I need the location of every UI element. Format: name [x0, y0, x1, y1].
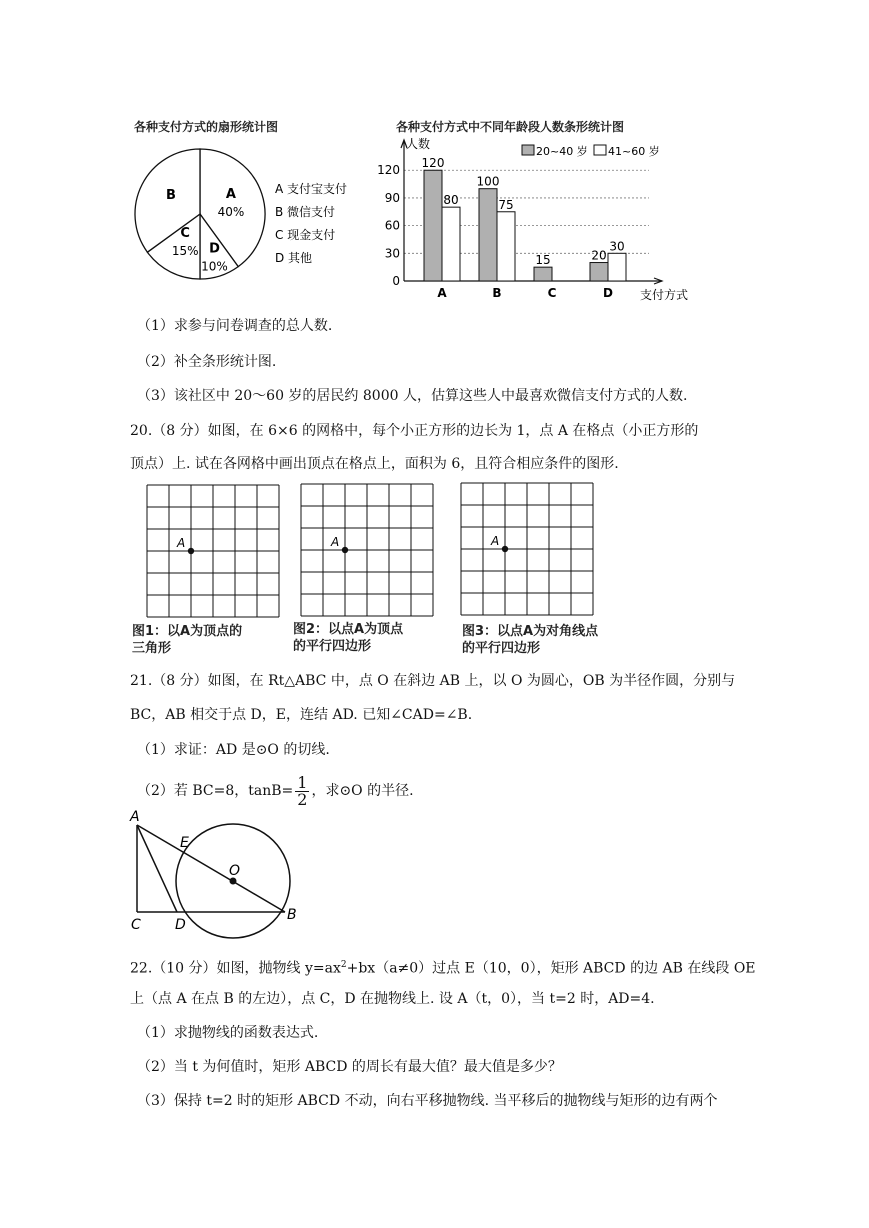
q22-line2: 上（点 A 在点 B 的左边），点 C，D 在抛物线上. 设 A（t，0），当 t=2 时，AD=4.: [130, 991, 655, 1007]
q21-line1: 21.（8 分）如图，在 Rt△ABC 中，点 O 在斜边 AB 上，以 O 为圆心，OB 为半径作圆，分别与: [130, 673, 736, 689]
pie-letter-D: D: [209, 241, 220, 257]
pie-letter-C: C: [180, 226, 190, 241]
q20-line1: 20.（8 分）如图，在 6×6 的网格中，每个小正方形的边长为 1，点 A 在格点（小正方形的: [130, 423, 699, 439]
pie-percent-A: 40%: [217, 205, 245, 219]
y-axis-label: 人数: [406, 137, 431, 151]
pie-legend-item: D 其他: [275, 251, 313, 265]
bar-value-label: 20: [591, 248, 607, 263]
segment-AB: [137, 825, 285, 912]
q22-exponent: 2: [340, 960, 347, 970]
bar-C-1: [534, 267, 552, 281]
bar-value-label: 15: [535, 253, 551, 268]
grid-point-A: [188, 548, 194, 554]
q21-part1: （1）求证：AD 是⊙O 的切线.: [137, 742, 330, 758]
bar-A-2: [442, 207, 460, 281]
q20-line2: 顶点）上. 试在各网格中画出顶点在格点上，面积为 6，且符合相应条件的图形.: [130, 456, 619, 472]
legend-label: 20~40 岁: [536, 145, 588, 158]
grid3-caption-line1: 图3：以点A为对角线点: [462, 624, 599, 639]
grid-point-A: [342, 547, 348, 553]
legend-label: 41~60 岁: [608, 145, 660, 158]
label-B: B: [287, 907, 297, 923]
pie-letter-A: A: [225, 187, 236, 202]
pie-legend-item: B 微信支付: [275, 205, 336, 219]
y-tick-label: 0: [392, 274, 400, 288]
x-tick-label: D: [603, 286, 613, 300]
grid3-caption-line2: 的平行四边形: [462, 641, 541, 656]
grid1-caption: [132, 623, 242, 657]
pie-letter-B: B: [166, 188, 176, 204]
bar-value-label: 100: [476, 174, 500, 189]
grid1-caption-line1: 图1：以A为顶点的: [132, 624, 243, 639]
q19-part2: （2）补全条形统计图.: [137, 354, 277, 370]
bar-B-1: [479, 189, 497, 281]
bar-D-1: [590, 263, 608, 281]
label-O: O: [229, 863, 241, 879]
grid-figures: [140, 478, 740, 623]
bar-B-2: [497, 212, 515, 281]
q22-part2: （2）当 t 为何值时，矩形 ABCD 的周长有最大值？最大值是多少？: [137, 1059, 562, 1075]
grid1-caption-line2: 三角形: [132, 641, 172, 656]
bar-value-label: 120: [421, 156, 445, 171]
legend-swatch: [522, 145, 534, 155]
segment-AD: [137, 825, 177, 912]
q21-part2-text: （2）若 BC=8，tanB=: [137, 783, 294, 799]
grid2-caption-line2: 的平行四边形: [293, 639, 372, 654]
y-tick-label: 120: [377, 163, 400, 178]
label-C: C: [131, 917, 141, 933]
grid2-caption-line1: 图2：以点A为顶点: [293, 622, 404, 637]
bar-chart-title: 各种支付方式中不同年龄段人数条形统计图: [396, 120, 625, 134]
grid-point-A: [502, 546, 508, 552]
q21-part2-text-end: ，求⊙O 的半径.: [311, 783, 414, 799]
pie-chart-title: 各种支付方式的扇形统计图: [134, 120, 279, 134]
q21-part2: [137, 773, 414, 809]
fraction-one-half: [295, 772, 309, 809]
x-axis-label: 支付方式: [640, 288, 689, 302]
bar-D-2: [608, 253, 626, 281]
pie-percent-D: 10%: [201, 259, 228, 274]
label-A: A: [130, 809, 140, 825]
grid3-caption: [462, 623, 598, 657]
pie-percent-C: 15%: [171, 244, 199, 258]
y-tick-label: 60: [384, 218, 400, 233]
legend-swatch: [594, 145, 606, 155]
bar-value-label: 80: [443, 193, 459, 208]
q19-part1: （1）求参与问卷调查的总人数.: [137, 318, 333, 334]
y-tick-label: 30: [384, 246, 400, 261]
bar-value-label: 30: [609, 239, 625, 254]
fraction-numerator: 1: [297, 772, 308, 792]
q19-part3: （3）该社区中 20～60 岁的居民约 8000 人，估算这些人中最喜欢微信支付方式的人数.: [137, 388, 688, 404]
pie-legend-item: C 现金支付: [275, 228, 336, 242]
grid2-caption: [293, 621, 403, 655]
x-tick-label: C: [547, 286, 557, 300]
grid-point-label: A: [491, 534, 500, 548]
q22-line1-text: 22.（10 分）如图，抛物线 y=ax: [130, 960, 341, 977]
pie-chart: [125, 140, 375, 290]
q22-line1: [130, 955, 756, 979]
q22-part3: （3）保持 t=2 时的矩形 ABCD 不动，向右平移抛物线. 当平移后的抛物线与矩形的边有两个: [137, 1093, 718, 1109]
q22-part1: （1）求抛物线的函数表达式.: [137, 1025, 319, 1041]
label-E: E: [180, 835, 189, 851]
fraction-denominator: 2: [297, 789, 308, 809]
bar-chart: [362, 134, 702, 306]
x-tick-label: A: [437, 286, 447, 300]
pie-legend-item: A 支付宝支付: [275, 182, 348, 196]
label-D: D: [175, 917, 186, 933]
bar-value-label: 75: [498, 197, 514, 212]
q21-line2: BC，AB 相交于点 D，E，连结 AD. 已知∠CAD=∠B.: [130, 707, 473, 723]
geometry-figure: [125, 805, 305, 945]
grid-point-label: A: [177, 536, 186, 550]
q22-line1-text-end: +bx（a≠0）过点 E（10，0），矩形 ABCD 的边 AB 在线段 OE: [346, 960, 756, 977]
y-tick-label: 90: [384, 190, 400, 205]
grid-point-label: A: [331, 535, 340, 549]
bar-A-1: [424, 170, 442, 281]
x-tick-label: B: [492, 286, 502, 300]
